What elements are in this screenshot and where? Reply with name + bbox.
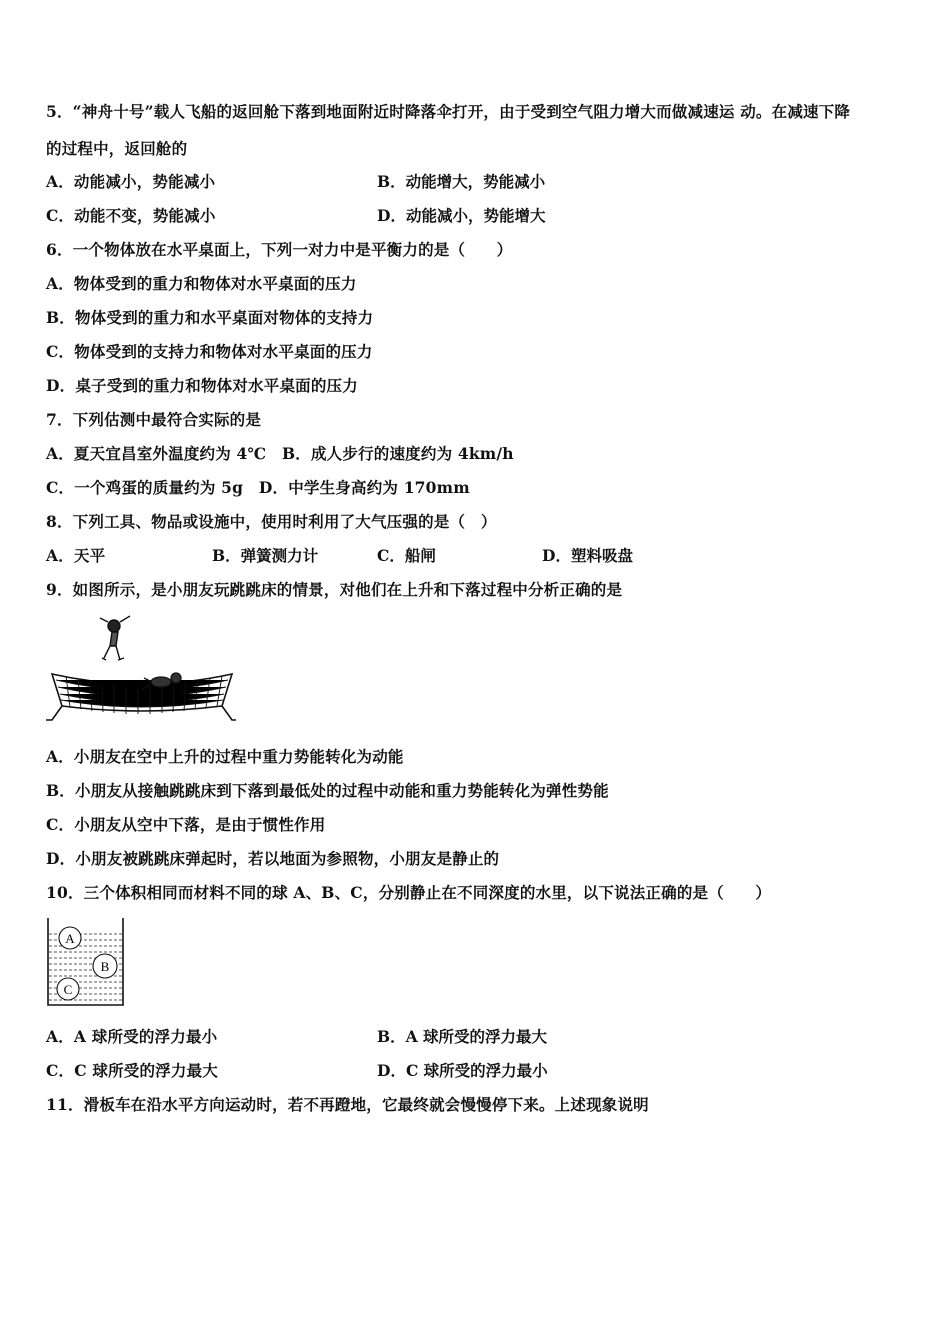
q6-option-d: D．桌子受到的重力和物体对水平桌面的压力 — [46, 376, 358, 395]
trampoline-figure — [46, 612, 236, 722]
ball-b-label: B — [100, 959, 110, 974]
q10-option-c: C．C 球所受的浮力最大 — [46, 1061, 218, 1080]
q5-option-a: A．动能减小，势能减小 — [46, 172, 216, 191]
q7-options-ab: A．夏天宜昌室外温度约为 4℃ B．成人步行的速度约为 4km/h — [46, 444, 514, 463]
q6-stem: 6．一个物体放在水平桌面上，下列一对力中是平衡力的是（ ） — [46, 240, 513, 259]
q9-stem: 9．如图所示，是小朋友玩跳跳床的情景，对他们在上升和下落过程中分析正确的是 — [46, 580, 623, 599]
q5-option-b: B．动能增大，势能减小 — [377, 172, 546, 191]
q5-stem-line1: 5．“神舟十号”载人飞船的返回舱下落到地面附近时降落伞打开，由于受到空气阻力增大而做减速运 动。在减速下降 — [46, 102, 851, 121]
q11-stem: 11．滑板车在沿水平方向运动时，若不再蹬地，它最终就会慢慢停下来。上述现象说明 — [46, 1095, 649, 1114]
q6-option-b: B．物体受到的重力和水平桌面对物体的支持力 — [46, 308, 374, 327]
ball-c-label: C — [63, 982, 73, 997]
q8-stem: 8．下列工具、物品或设施中，使用时利用了大气压强的是（ ） — [46, 512, 497, 531]
q8-option-c: C．船闸 — [377, 546, 436, 565]
q10-option-d: D．C 球所受的浮力最小 — [377, 1061, 548, 1080]
q9-option-c: C．小朋友从空中下落，是由于惯性作用 — [46, 815, 326, 834]
water-tank-figure — [46, 916, 126, 1008]
q7-options-cd: C．一个鸡蛋的质量约为 5g D．中学生身高约为 170mm — [46, 478, 470, 497]
q6-option-a: A．物体受到的重力和物体对水平桌面的压力 — [46, 274, 357, 293]
q9-option-d: D．小朋友被跳跳床弹起时，若以地面为参照物，小朋友是静止的 — [46, 849, 500, 868]
q10-option-a: A．A 球所受的浮力最小 — [46, 1027, 218, 1046]
q8-option-d: D．塑料吸盘 — [542, 546, 633, 565]
q10-stem: 10．三个体积相同而材料不同的球 A、B、C，分别静止在不同深度的水里，以下说法正确的是（ ） — [46, 883, 772, 902]
ball-a-label: A — [65, 931, 75, 946]
q10-option-b: B．A 球所受的浮力最大 — [377, 1027, 548, 1046]
q8-option-b: B．弹簧测力计 — [212, 546, 319, 565]
q5-option-c: C．动能不变，势能减小 — [46, 206, 216, 225]
q9-option-b: B．小朋友从接触跳跳床到下落到最低处的过程中动能和重力势能转化为弹性势能 — [46, 781, 609, 800]
q5-option-d: D．动能减小，势能增大 — [377, 206, 546, 225]
q8-option-a: A．天平 — [46, 546, 106, 565]
q7-stem: 7．下列估测中最符合实际的是 — [46, 410, 262, 429]
q9-option-a: A．小朋友在空中上升的过程中重力势能转化为动能 — [46, 747, 404, 766]
jumping-child-figure — [100, 616, 130, 660]
q5-stem-line2: 的过程中，返回舱的 — [46, 139, 188, 158]
q6-option-c: C．物体受到的支持力和物体对水平桌面的压力 — [46, 342, 373, 361]
